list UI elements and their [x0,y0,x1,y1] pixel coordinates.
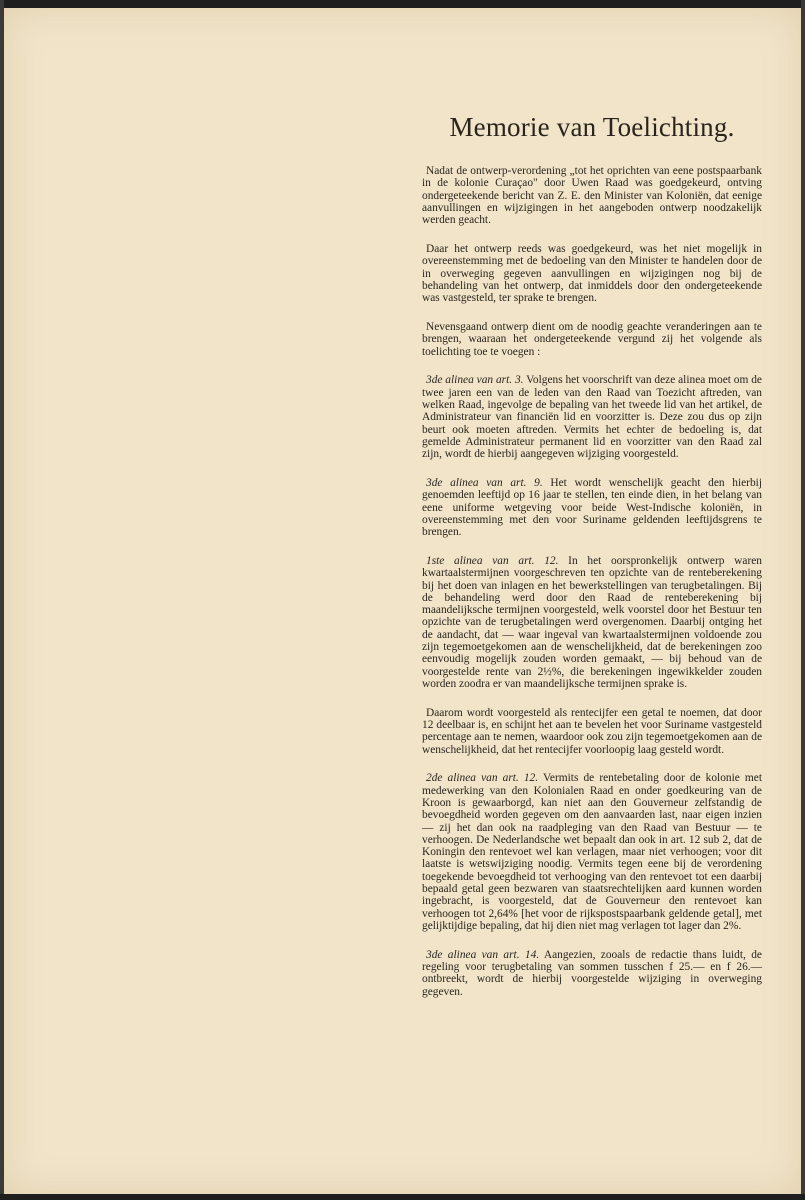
paragraph-art12-2 [422,772,762,932]
paragraph-body: Vermits de rentebetaling door de kolonie met medewerking van den Kolonialen Raad en onder goedkeuring van de Kroon is gewaarborgd, kan niet aan den Gouverneur zelfstandig de bevoegdheid worden gegeven om den aanvaarden last, naar eigen inzien — zij het dan ook na raadpleging van den Raad van Bestuur — te verhoogen. De Nederlandsche wet bepaalt dan ook in art. 12 sub 2, dat de Koningin den rentevoet wel kan verlagen, maar niet verhoogen; voor dit laatste is wetswijziging noodig. Vermits tegen eene bij de verordening toegekende bevoegdheid tot verhooging van den rentevoet tot een daarbij bepaald getal geen bezwaren van staatsrechtelijken aard kunnen worden ingebracht, is voorgesteld, dat de Gouverneur den rentevoet kan verhoogen tot 2,64% [het voor de rijkspostspaarbank geldende getal], met gelijktijdige bepaling, dat hij dien niet mag verlagen tot lager dan 2%. [422,772,762,932]
paragraph-body: Het wordt wenschelijk geacht den hierbij genoemden leeftijd op 16 jaar te stellen, ten einde dien, in het belang van eene uniforme wetgeving voor beide West-Indische koloniën, in overeenstemming met den voor Suriname geldenden leeftijdsgrens te brengen. [422,476,762,539]
paragraph-3 [422,321,762,358]
paragraph-body: Volgens het voorschrift van deze alinea moet om de twee jaren een van de leden van den Raad van Toezicht aftreden, van welken Raad, ingevolge de bepaling van het tweede lid van het artikel, de Administrateur van financiën lid en voorzitter is. Deze zou dus op zijn beurt ook moeten aftreden. Vermits het echter de bedoeling is, dat gemelde Administrateur permanent lid en voorzitter van den Raad zal zijn, wordt de hierbij aangegeven wijziging voorgesteld. [422,374,762,461]
scan-edge-bottom [0,1194,805,1200]
paragraph-lead: 3de alinea van art. 9. [426,476,543,489]
scan-edge-right [801,0,805,1200]
paragraph-body: Aangezien, zooals de redactie thans luidt, de regeling voor terugbetaling van sommen tusschen f 25.— en f 26.— ontbreekt, wordt de hierbij voorgestelde wijziging in overweging gegeven. [422,948,762,998]
paragraph-body: Nevensgaand ontwerp dient om de noodig geachte veranderingen aan te brengen, waaraan het ondergeteekende vergund zij het volgende als toelichting toe te voegen : [422,320,762,358]
paragraph-1 [422,165,762,226]
memorie-text-column [422,112,762,1014]
paragraph-body: Nadat de ontwerp-verordening „tot het oprichten van eene postspaarbank in de kolonie Curaçao" door Uwen Raad was goedgekeurd, ontving ondergeteekende bericht van Z. E. den Minister van Koloniën, dat eenige aanvullingen en wijzigingen in het aangeboden ontwerp noodzakelijk werden geacht. [422,165,762,227]
paragraph-body: In het oorspronkelijk ontwerp waren kwartaalstermijnen voorgeschreven ten opzichte van de renteberekening bij het doen van inlagen en het bewerkstellingen van terugbetalingen. Bij de behandeling werd door den Raad de renteberekening bij maandelijksche termijnen voorgesteld, welk voorstel door het Bestuur ten opzichte van de terugbetalingen werd overgenomen. Daarbij ontging het de aandacht, dat — waar ingeval van kwartaalstermijnen voldoende zou zijn tegemoetgekomen aan de wenschelijkheid, dat de berekeningen zoo eenvoudig mogelijk zouden worden gemaakt, — bij behoud van de voorgestelde rente van 2½%, die berekeningen ingewikkelder zouden worden zoodra er van maandelijksche termijnen sprake is. [422,554,762,690]
paragraph-body: Daar het ontwerp reeds was goedgekeurd, was het niet mogelijk in overeenstemming met de bedoeling van den Minister te handelen door de in overweging gegeven aanvullingen en wijzigingen nog bij de behandeling van het ontwerp, dat inmiddels door den ondergeteekende was vastgesteld, ter sprake te brengen. [422,242,762,305]
document-title: Memorie van Toelichting. [449,112,735,142]
paragraph-lead: 2de alinea van art. 12. [426,772,539,785]
paragraph-lead: 3de alinea van art. 3. [426,374,524,387]
paragraph-rentecijfer [422,707,762,756]
paragraph-lead: 3de alinea van art. 14. [426,948,540,961]
paragraph-2 [422,243,762,304]
scan-edge-top [0,0,805,8]
paragraph-art3 [422,374,762,460]
paragraph-art14 [422,949,762,998]
paragraph-body: Daarom wordt voorgesteld als rentecijfer een getal te noemen, dat door 12 deelbaar is, en schijnt het aan te bevelen het voor Suriname vastgesteld percentage aan te nemen, waardoor ook zou zijn tegemoetgekomen aan de wenschelijkheid, dat het rentecijfer voorloopig laag gesteld wordt. [422,706,762,756]
paragraph-lead: 1ste alinea van art. 12. [426,554,559,567]
paragraph-art12-1 [422,555,762,690]
paragraph-art9 [422,477,762,538]
